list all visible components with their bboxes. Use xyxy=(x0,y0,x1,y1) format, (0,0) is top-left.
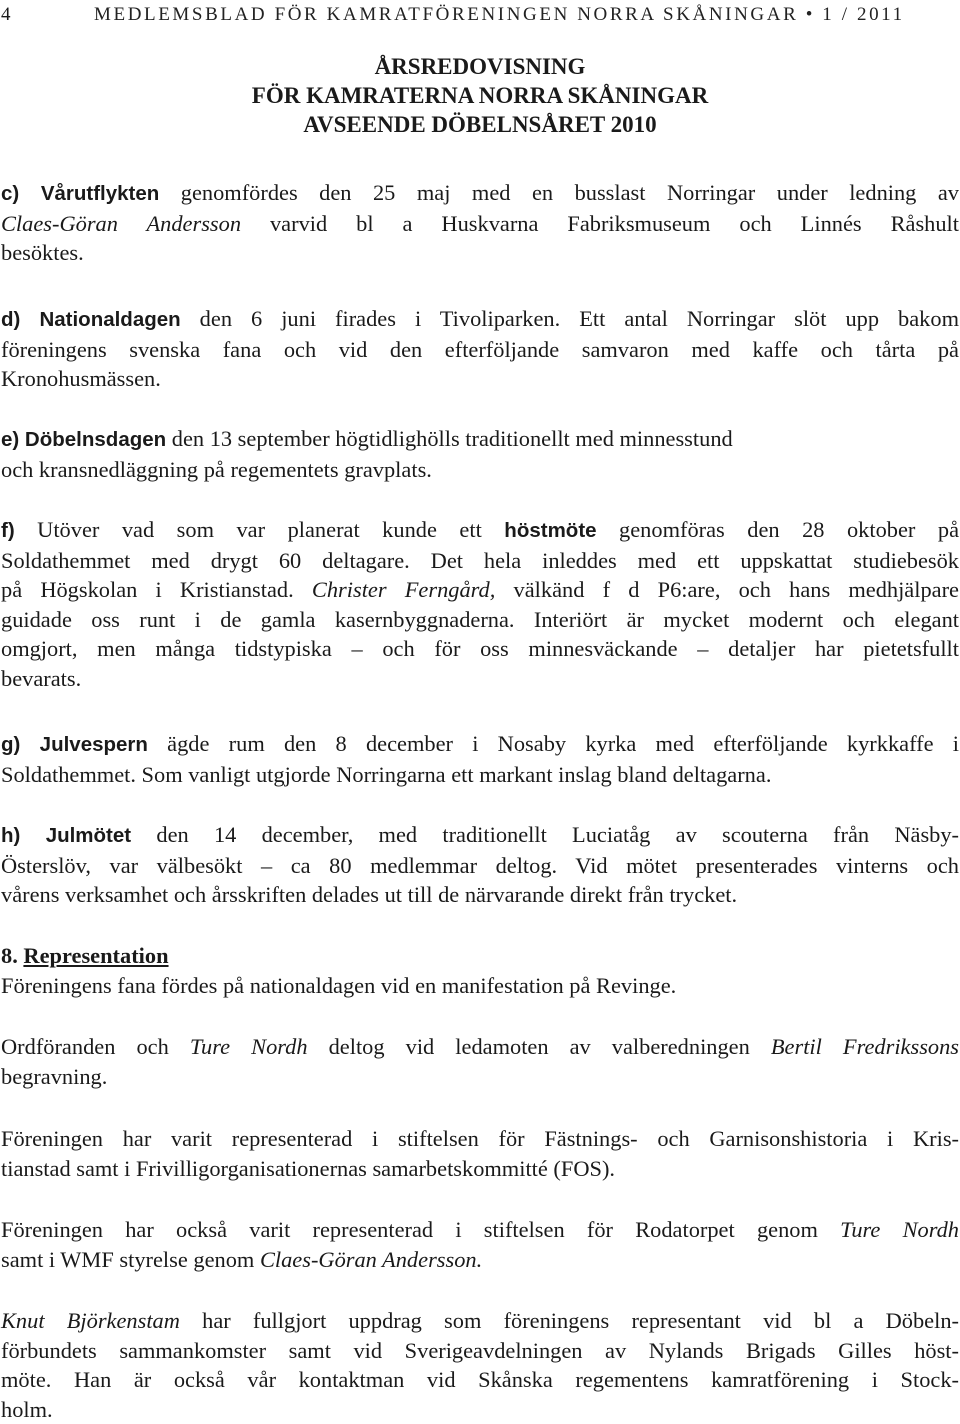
paragraph-line: tianstad samt i Frivilligorganisationernas samarbetskommitté (FOS). xyxy=(1,1155,616,1181)
item-label: h) Julmötet xyxy=(1,824,132,847)
person-name: Claes-Göran Andersson xyxy=(1,210,242,236)
paragraph-line: Claes-Göran Andersson varvid bl a Huskvarna Fabriksmuseum och Linnés Råshult xyxy=(1,210,959,236)
paragraph-line: Kronohusmässen. xyxy=(1,366,161,392)
paragraph-line: guidade oss runt i de gamla kasernbyggnaderna. Interiört är mycket modernt och elegant xyxy=(1,606,959,632)
item-label: f) xyxy=(1,519,15,542)
paragraph-fastning xyxy=(1,1124,959,1183)
paragraph-line: Soldathemmet med drygt 60 deltagare. Det hela inleddes med ett uppskattat studiebesök xyxy=(1,547,959,573)
item-label: c) Vårutflykten xyxy=(1,182,160,205)
item-label: e) Döbelnsdagen xyxy=(1,428,167,451)
paragraph-line: g) Julvespern ägde rum den 8 december i Nosaby kyrka med efterföljande kyrkkaffe i xyxy=(1,731,959,756)
bold-term: höstmöte xyxy=(504,519,597,542)
paragraph-bjorkenstam xyxy=(1,1306,959,1424)
section-heading xyxy=(1,941,959,971)
paragraph-line: bevarats. xyxy=(1,665,82,691)
person-name: Ture Nordh xyxy=(840,1217,959,1242)
document-title xyxy=(0,52,960,139)
title-line-3: AVSEENDE DÖBELNSÅRET 2010 xyxy=(303,112,657,137)
paragraph-h xyxy=(1,820,959,910)
paragraph-line: e) Döbelnsdagen den 13 september högtidlighölls traditionellt med minnesstund xyxy=(1,426,733,451)
paragraph-line: vårens verksamhet och årsskriften delades ut till de närvarande direkt från trycket. xyxy=(1,882,738,908)
paragraph-line: Knut Björkenstam har fullgjort uppdrag som föreningens representant vid bl a Döbeln- xyxy=(1,1308,959,1333)
paragraph-line: d) Nationaldagen den 6 juni firades i Tivoliparken. Ett antal Norringar slöt upp bakom xyxy=(1,306,959,331)
paragraph-e xyxy=(1,424,959,484)
section-title: Representation xyxy=(23,943,169,968)
paragraph-ordforanden xyxy=(1,1032,959,1091)
paragraph-line: omgjort, men många tidstypiska – och för oss minnesväckande – detaljer har pietetsfullt xyxy=(1,636,959,662)
paragraph-line: samt i WMF styrelse genom Claes-Göran Andersson. xyxy=(1,1246,483,1272)
paragraph-line: Ordföranden och Ture Nordh deltog vid ledamoten av valberedningen Bertil Fredrikssons xyxy=(1,1034,960,1059)
page-header xyxy=(0,0,960,30)
paragraph-line: Föreningen har varit representerad i stiftelsen för Fästnings- och Garnisonshistoria i Kris- xyxy=(1,1126,959,1151)
paragraph-line: föreningens svenska fana och vid den efterföljande samvaron med kaffe och tårta på xyxy=(1,336,959,362)
paragraph-g xyxy=(1,729,959,789)
person-name: Ture Nordh xyxy=(189,1034,308,1059)
paragraph-line: Soldathemmet. Som vanligt utgjorde Norringarna ett markant inslag bland deltagarna. xyxy=(1,761,772,787)
page-number: 4 xyxy=(1,4,11,25)
paragraph-line: Föreningen har också varit representerad i stiftelsen för Rodatorpet genom Ture Nordh xyxy=(1,1217,959,1242)
paragraph-line: besöktes. xyxy=(1,240,84,266)
paragraph-line: h) Julmötet den 14 december, med traditionellt Luciatåg av scouterna från Näsby- xyxy=(1,822,960,847)
person-name: Bertil Fredrikssons xyxy=(770,1034,960,1059)
paragraph-f xyxy=(1,515,959,694)
item-label: g) Julvespern xyxy=(1,733,148,756)
person-name: Knut Björkenstam xyxy=(1,1308,180,1333)
paragraph-line: och kransnedläggning på regementets gravplats. xyxy=(1,456,432,482)
paragraph-line: c) Vårutflykten genomfördes den 25 maj med en busslast Norringar under ledning av xyxy=(1,180,959,205)
paragraph-line: begravning. xyxy=(1,1063,108,1089)
paragraph-line: Österslöv, var välbesökt – ca 80 medlemmar deltog. Vid mötet presenterades vinterns och xyxy=(1,852,959,878)
item-label: d) Nationaldagen xyxy=(1,308,181,331)
paragraph-line: möte. Han är också vår kontaktman vid Skånska regementens kamratförening i Stock- xyxy=(1,1367,959,1393)
person-name: Christer Ferngård, xyxy=(311,577,496,603)
running-title: MEDLEMSBLAD FÖR KAMRATFÖRENINGEN NORRA SKÅNINGAR • 1 / 2011 xyxy=(94,4,905,25)
title-line-1: ÅRSREDOVISNING xyxy=(374,54,586,79)
section-number: 8. xyxy=(1,943,18,968)
paragraph-rodatorpet xyxy=(1,1215,959,1274)
paragraph-line: förbundets sammankomster samt vid Sverigeavdelningen av Nylands Brigads Gilles höst- xyxy=(1,1337,959,1363)
paragraph-line: Föreningens fana fördes på nationaldagen vid en manifestation på Revinge. xyxy=(1,972,677,998)
paragraph-line: f) Utöver vad som var planerat kunde ett höstmöte genomföras den 28 oktober på xyxy=(1,517,960,542)
paragraph-d xyxy=(1,304,959,394)
paragraph-line: på Högskolan i Kristianstad. Christer Ferngård, välkänd f d P6:are, och hans medhjälpare xyxy=(1,577,959,603)
title-line-2: FÖR KAMRATERNA NORRA SKÅNINGAR xyxy=(251,83,709,108)
paragraph-c xyxy=(1,178,959,268)
paragraph-line: holm. xyxy=(1,1396,53,1422)
section-representation xyxy=(1,941,959,1000)
person-name: Claes-Göran Andersson. xyxy=(259,1246,483,1272)
